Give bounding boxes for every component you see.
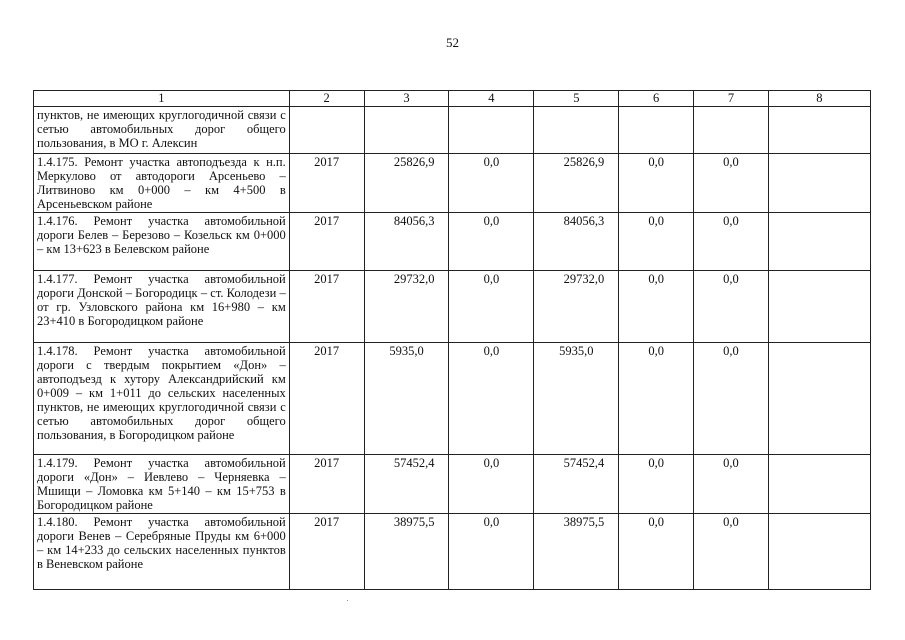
row-regional: 5935,0 <box>534 343 619 455</box>
table-row <box>34 154 871 213</box>
row-regional: 38975,5 <box>534 514 619 590</box>
header-cell-8: 8 <box>768 91 870 107</box>
row-regional: 25826,9 <box>534 154 619 213</box>
header-cell-6: 6 <box>619 91 694 107</box>
row-description: 1.4.179. Ремонт участка автомобильной дороги «Дон» – Иевлево – Черняевка – Мшищи – Ломовка км 5+140 – км 15+753 в Богородицком районе <box>34 455 290 514</box>
row-other: 0,0 <box>694 213 769 271</box>
repair-table <box>33 90 871 590</box>
row-federal: 0,0 <box>449 271 534 343</box>
row-federal: 0,0 <box>449 514 534 590</box>
row-local: 0,0 <box>619 514 694 590</box>
row-local: 0,0 <box>619 455 694 514</box>
row-federal: 0,0 <box>449 154 534 213</box>
row-description: пунктов, не имеющих круглогодичной связи с сетью автомобильных дорог общего пользования, в МО г. Алексин <box>34 107 290 154</box>
row-total: 57452,4 <box>364 455 449 514</box>
page-number: 52 <box>446 35 459 50</box>
row-other: 0,0 <box>694 455 769 514</box>
row-description: 1.4.176. Ремонт участка автомобильной дороги Белев – Березово – Козельск км 0+000 – км 13+623 в Белевском районе <box>34 213 290 271</box>
row-total: 84056,3 <box>364 213 449 271</box>
row-note <box>768 455 870 514</box>
header-cell-3: 3 <box>364 91 449 107</box>
row-total: 25826,9 <box>364 154 449 213</box>
header-row <box>34 91 871 107</box>
row-total: 5935,0 <box>364 343 449 455</box>
header-cell-4: 4 <box>449 91 534 107</box>
row-other: 0,0 <box>694 514 769 590</box>
header-cell-7: 7 <box>694 91 769 107</box>
row-other <box>694 107 769 154</box>
row-total <box>364 107 449 154</box>
row-total: 38975,5 <box>364 514 449 590</box>
row-year <box>289 107 364 154</box>
row-regional: 84056,3 <box>534 213 619 271</box>
table-row <box>34 455 871 514</box>
row-description: 1.4.177. Ремонт участка автомобильной дороги Донской – Богородицк – ст. Колодези – от гр. Узловского района км 16+980 – км 23+410 в Богородицком районе <box>34 271 290 343</box>
row-federal: 0,0 <box>449 343 534 455</box>
row-note <box>768 154 870 213</box>
row-regional: 57452,4 <box>534 455 619 514</box>
row-regional: 29732,0 <box>534 271 619 343</box>
row-description: 1.4.178. Ремонт участка автомобильной дороги с твердым покрытием «Дон» – автоподъезд к хутору Александрийский км 0+009 – км 1+011 до сельских населенных пунктов, не имеющих круглогодичной связи с сетью автомобильных дорог общего пользования, в Богородицком районе <box>34 343 290 455</box>
row-note <box>768 514 870 590</box>
row-other: 0,0 <box>694 343 769 455</box>
row-federal: 0,0 <box>449 455 534 514</box>
row-year: 2017 <box>289 213 364 271</box>
row-year: 2017 <box>289 271 364 343</box>
row-federal: 0,0 <box>449 213 534 271</box>
row-note <box>768 343 870 455</box>
row-federal <box>449 107 534 154</box>
row-note <box>768 213 870 271</box>
table-row <box>34 107 871 154</box>
row-year: 2017 <box>289 455 364 514</box>
row-year: 2017 <box>289 514 364 590</box>
row-year: 2017 <box>289 343 364 455</box>
row-other: 0,0 <box>694 271 769 343</box>
row-local: 0,0 <box>619 213 694 271</box>
header-cell-5: 5 <box>534 91 619 107</box>
row-year: 2017 <box>289 154 364 213</box>
table-row <box>34 514 871 590</box>
table-row <box>34 343 871 455</box>
row-local: 0,0 <box>619 154 694 213</box>
row-local: 0,0 <box>619 343 694 455</box>
row-description: 1.4.180. Ремонт участка автомобильной дороги Венев – Серебряные Пруды км 6+000 – км 14+233 до сельских населенных пунктов в Веневском районе <box>34 514 290 590</box>
row-description: 1.4.175. Ремонт участка автоподъезда к н.п. Меркулово от автодороги Арсеньево – Литвиново км 0+000 – км 4+500 в Арсеньевском районе <box>34 154 290 213</box>
row-regional <box>534 107 619 154</box>
row-note <box>768 271 870 343</box>
row-total: 29732,0 <box>364 271 449 343</box>
header-cell-1: 1 <box>34 91 290 107</box>
header-cell-2: 2 <box>289 91 364 107</box>
row-note <box>768 107 870 154</box>
row-local <box>619 107 694 154</box>
row-other: 0,0 <box>694 154 769 213</box>
scan-speck <box>347 600 348 601</box>
table-row <box>34 271 871 343</box>
table-row <box>34 213 871 271</box>
row-local: 0,0 <box>619 271 694 343</box>
